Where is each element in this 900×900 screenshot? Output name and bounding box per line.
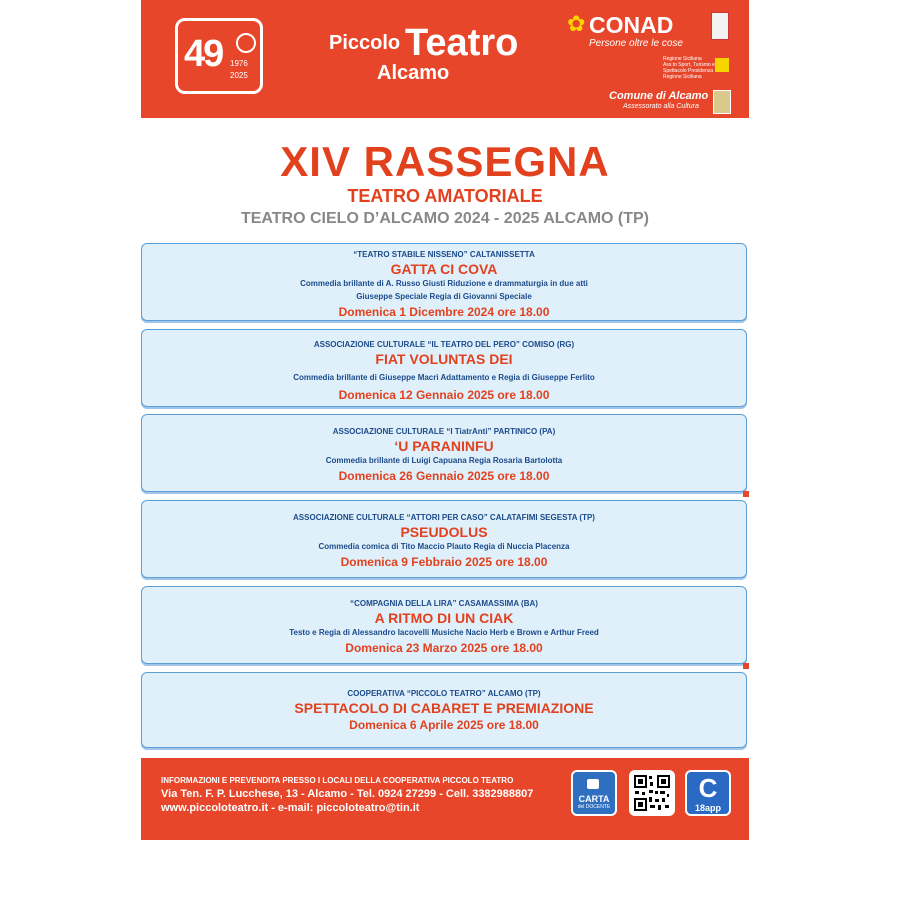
event-organizer: COOPERATIVA “PICCOLO TEATRO” ALCAMO (TP) [347,689,541,698]
carta-label: CARTA [578,794,610,804]
event-date: Domenica 23 Marzo 2025 ore 18.00 [345,641,543,655]
carta-docente-icon [571,770,617,816]
region-crest-icon [711,12,729,40]
footer-web: www.piccoloteatro.it - e-mail: piccoloteatro@tin.it [161,802,420,814]
c-glyph-icon: C [698,773,718,803]
event-card [141,672,747,748]
footer-address: Via Ten. F. P. Lucchese, 13 - Alcamo - Tel. 0924 27299 - Cell. 3382988807 [161,788,534,800]
footer [141,758,749,840]
event-organizer: “COMPAGNIA DELLA LIRA” CASAMASSIMA (BA) [350,599,538,608]
event-card [141,586,747,664]
event-date: Domenica 1 Dicembre 2024 ore 18.00 [338,305,550,319]
event-date: Domenica 6 Aprile 2025 ore 18.00 [349,718,539,732]
card-glyph-icon [587,779,599,789]
event-description: Giuseppe Speciale Regia di Giovanni Speciale [356,292,532,301]
event-organizer: ASSOCIAZIONE CULTURALE “I TiatrAnti” PARTINICO (PA) [332,427,556,436]
region-text: Regione Siciliana Ass.to Sport, Turismo e Spettacolo Presidenza Regione Siciliana [663,56,715,80]
red-accent [743,491,749,497]
poster [141,0,749,840]
badge-number: 49 [184,33,223,75]
event-title: PSEUDOLUS [400,524,488,540]
event-organizer: “TEATRO STABILE NISSENO” CALTANISSETTA [353,250,535,259]
event-title: GATTA CI COVA [390,261,498,277]
app-label: 18app [694,803,721,813]
brand-alcamo: Alcamo [377,62,450,84]
event-title: SPETTACOLO DI CABARET E PREMIAZIONE [294,700,594,716]
event-card [141,500,747,578]
app-18-icon [685,770,731,816]
event-date: Domenica 12 Gennaio 2025 ore 18.00 [338,388,550,402]
event-description: Commedia brillante di Luigi Capuana Regia Rosaria Bartolotta [325,456,563,465]
event-title: A RITMO DI UN CIAK [374,610,514,626]
sponsors [563,8,743,113]
badge-year-end: 2025 [230,71,248,80]
event-card [141,243,747,321]
brand-piccolo: Piccolo [329,32,401,54]
trinacria-icon [715,58,729,72]
carta-sub: del DOCENTE [577,804,611,810]
venue-line: TEATRO CIELO D’ALCAMO 2024 - 2025 ALCAMO (TP) [240,210,650,227]
header [141,0,749,118]
seal-icon [236,33,256,53]
footer-info: INFORMAZIONI E PREVENDITA PRESSO I LOCALI DELLA COOPERATIVA PICCOLO TEATRO [161,776,514,785]
anniversary-badge [175,18,263,94]
event-date: Domenica 26 Gennaio 2025 ore 18.00 [338,469,550,483]
flower-icon: ✿ [567,11,586,36]
badge-year-start: 1976 [230,59,248,68]
event-description: Commedia comica di Tito Maccio Plauto Regia di Nuccia Placenza [318,542,570,551]
event-organizer: ASSOCIAZIONE CULTURALE “ATTORI PER CASO” CALATAFIMI SEGESTA (TP) [293,513,595,522]
event-description: Commedia brillante di A. Russo Giusti Riduzione e drammaturgia in due atti [300,279,588,288]
event-title: FIAT VOLUNTAS DEI [375,351,513,367]
sponsor-name: CONAD [589,12,674,38]
event-card [141,414,747,492]
red-accent [743,663,749,669]
event-card [141,329,747,407]
brand-teatro: Teatro [405,22,519,64]
qr-code-icon [629,770,675,816]
event-description: Commedia brillante di Giuseppe Macrì Adattamento e Regia di Giuseppe Ferlito [293,373,595,382]
comune-office: Assessorato alla Cultura [623,103,699,110]
event-title: ‘U PARANINFU [394,438,494,454]
main-title: XIV RASSEGNA [280,138,610,185]
comune-crest-icon [713,90,731,114]
comune-name: Comune di Alcamo [609,90,709,102]
event-organizer: ASSOCIAZIONE CULTURALE “IL TEATRO DEL PERO” COMISO (RG) [313,340,575,349]
sponsor-tagline: Persone oltre le cose [589,38,683,49]
subtitle: TEATRO AMATORIALE [347,186,543,206]
event-description: Testo e Regia di Alessandro Iacovelli Musiche Nacio Herb e Brown e Arthur Freed [289,628,599,637]
event-date: Domenica 9 Febbraio 2025 ore 18.00 [340,555,548,569]
